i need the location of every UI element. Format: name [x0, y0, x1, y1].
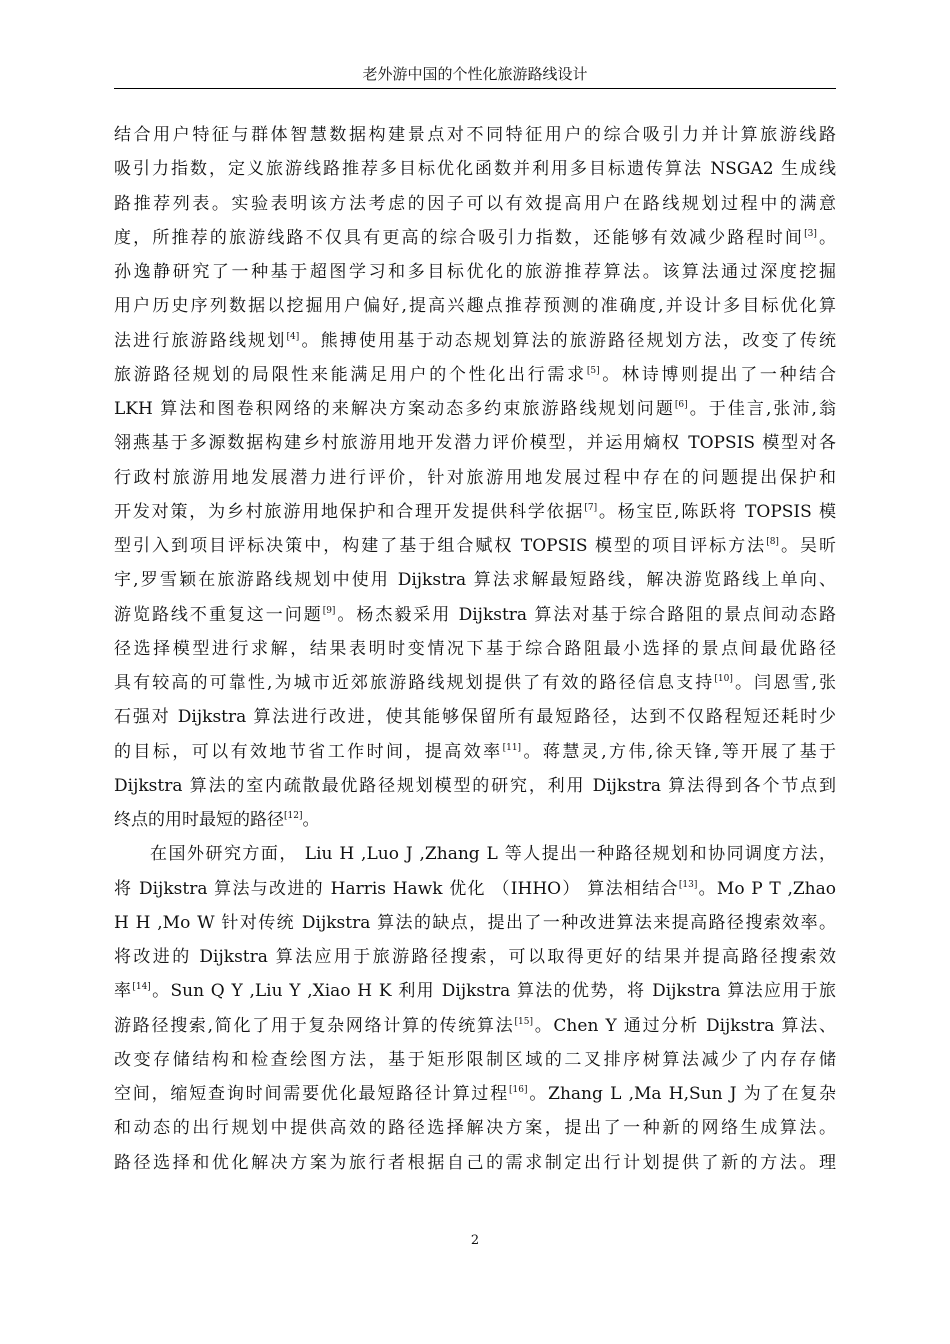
- text-line: [114, 529, 836, 563]
- citation-superscript: [13]: [678, 879, 698, 890]
- citation-superscript: [9]: [322, 605, 336, 616]
- text-segment: 径选择模型进行求解，结果表明时变情况下基于综合路阻最小选择的景点间最优路径: [114, 638, 836, 659]
- citation-superscript: [14]: [132, 982, 151, 993]
- text-segment: 终点的用时最短的路径: [114, 810, 284, 830]
- text-line: [114, 426, 836, 460]
- text-segment: 。Zhang L ,Ma H,Sun J 为了在复杂: [527, 1084, 836, 1104]
- text-line: [114, 700, 836, 734]
- text-line: [114, 221, 836, 255]
- text-segment: 。林诗博则提出了一种结合: [599, 364, 836, 385]
- text-line: [114, 735, 836, 769]
- text-line: [114, 598, 836, 632]
- text-segment: 将改进的 Dijkstra 算法应用于旅游路径搜索，可以取得更好的结果并提高路径搜索效: [114, 947, 836, 967]
- text-line: [114, 255, 836, 289]
- text-segment: H H ,Mo W 针对传统 Dijkstra 算法的缺点，提出了一种改进算法来提高路径搜索效率。: [114, 912, 836, 933]
- text-line: [114, 1111, 836, 1145]
- text-segment: 旅游路径规划的局限性来能满足用户的个性化出行需求: [114, 364, 587, 385]
- text-segment: 空间，缩短查询时间需要优化最短路径计算过程: [114, 1084, 510, 1104]
- text-line: [114, 392, 836, 426]
- text-line: [114, 324, 836, 358]
- text-segment: 率: [114, 981, 133, 1002]
- text-segment: 。杨宝臣,陈跃将 TOPSIS 模: [597, 501, 836, 522]
- text-line: [114, 837, 836, 871]
- text-line: [114, 152, 836, 186]
- text-segment: 。杨杰毅采用 Dijkstra 算法对基于综合路阻的景点间动态路: [335, 604, 836, 625]
- text-segment: 。熊搏使用基于动态规划算法的旅游路径规划方法，改变了传统: [299, 330, 836, 351]
- text-segment: 。Chen Y 通过分析 Dijkstra 算法、: [532, 1015, 836, 1036]
- text-line: [114, 872, 836, 906]
- text-segment: 。闫恩雪,张: [732, 673, 836, 693]
- text-line: [114, 940, 836, 974]
- citation-superscript: [7]: [584, 502, 598, 513]
- text-line: [114, 187, 836, 221]
- citation-superscript: [12]: [284, 811, 303, 821]
- text-line: [114, 1146, 836, 1180]
- page-header-title: 老外游中国的个性化旅游路线设计: [362, 65, 588, 83]
- text-line: [114, 632, 836, 666]
- text-segment: 用户历史序列数据以挖掘用户偏好,提高兴趣点推荐预测的准确度,并设计多目标优化算: [114, 296, 836, 317]
- text-segment: 改变存储结构和检查绘图方法，基于矩形限制区域的二叉排序树算法减少了内存存储: [114, 1049, 836, 1070]
- text-segment: 游路径搜索,简化了用于复杂网络计算的传统算法: [114, 1015, 515, 1036]
- text-segment: 型引入到项目评标决策中，构建了基于组合赋权 TOPSIS 模型的项目评标方法: [114, 536, 767, 556]
- text-segment: 法进行旅游路线规划: [114, 330, 287, 351]
- text-line: [114, 906, 836, 940]
- text-line: [114, 803, 836, 837]
- citation-superscript: [5]: [586, 365, 600, 376]
- text-line: [114, 666, 836, 700]
- text-segment: 。: [302, 810, 320, 830]
- text-line: [114, 563, 836, 597]
- text-segment: 宇,罗雪颖在旅游路线规划中使用 Dijkstra 算法求解最短路线，解决游览路线上单向、: [114, 570, 836, 591]
- citation-superscript: [16]: [509, 1085, 528, 1095]
- citation-superscript: [4]: [286, 331, 300, 342]
- text-segment: 孙逸静研究了一种基于超图学习和多目标优化的旅游推荐算法。该算法通过深度挖掘: [114, 262, 836, 282]
- text-line: [114, 358, 836, 392]
- body-text: [114, 118, 836, 1180]
- text-line: [114, 289, 836, 323]
- text-segment: 和动态的出行规划中提供高效的路径选择解决方案，提出了一种新的网络生成算法。: [114, 1118, 836, 1139]
- text-line: [114, 974, 836, 1008]
- text-segment: 。Sun Q Y ,Liu Y ,Xiao H K 利用 Dijkstra 算法的优势，将 Dijkstra 算法应用于旅: [150, 981, 836, 1002]
- text-segment: 路推荐列表。实验表明该方法考虑的因子可以有效提高用户在路线规划过程中的满意: [114, 193, 836, 214]
- header-rule: [114, 88, 836, 89]
- text-segment: 路径选择和优化解决方案为旅行者根据自己的需求制定出行计划提供了新的方法。理: [114, 1152, 836, 1173]
- text-segment: 行政村旅游用地发展潜力进行评价，针对旅游用地发展过程中存在的问题提出保护和: [114, 467, 836, 488]
- text-line: [114, 769, 836, 803]
- text-line: [114, 495, 836, 529]
- text-line: [114, 1009, 836, 1043]
- citation-superscript: [10]: [714, 674, 733, 684]
- text-line: [114, 1077, 836, 1111]
- text-line: [114, 1043, 836, 1077]
- text-segment: 游览路线不重复这一问题: [114, 604, 323, 625]
- citation-superscript: [6]: [674, 400, 688, 410]
- text-segment: LKH 算法和图卷积网络的来解决方案动态多约束旅游路线规划问题: [114, 399, 675, 419]
- text-segment: 在国外研究方面， Liu H ,Luo J ,Zhang L 等人提出一种路径规划和协同调度方法，: [150, 844, 836, 865]
- text-segment: 。Mo P T ,Zhao: [697, 878, 836, 899]
- text-segment: 。: [816, 227, 836, 248]
- text-segment: 开发对策，为乡村旅游用地保护和合理开发提供科学依据: [114, 501, 585, 522]
- citation-superscript: [3]: [804, 228, 817, 239]
- text-segment: 石强对 Dijkstra 算法进行改进，使其能够保留所有最短路径，达到不仅路程短还耗时少: [114, 707, 836, 728]
- text-segment: 的目标，可以有效地节省工作时间，提高效率: [114, 741, 503, 762]
- text-segment: 。吴昕: [778, 536, 836, 556]
- text-line: [114, 118, 836, 152]
- text-segment: 翎燕基于多源数据构建乡村旅游用地开发潜力评价模型，并运用熵权 TOPSIS 模型对各: [114, 433, 836, 454]
- citation-superscript: [15]: [514, 1016, 533, 1027]
- text-segment: 。于佳言,张沛,翁: [687, 399, 836, 419]
- text-segment: 吸引力指数，定义旅游线路推荐多目标优化函数并利用多目标遗传算法 NSGA2 生成线: [114, 159, 836, 180]
- text-segment: 结合用户特征与群体智慧数据构建景点对不同特征用户的综合吸引力并计算旅游线路: [114, 125, 836, 145]
- text-segment: Dijkstra 算法的室内疏散最优路径规划模型的研究，利用 Dijkstra 算法得到各个节点到: [114, 775, 836, 796]
- citation-superscript: [8]: [766, 537, 779, 547]
- text-segment: 。蒋慧灵,方伟,徐天锋,等开展了基于: [521, 741, 836, 762]
- text-segment: 具有较高的可靠性,为城市近郊旅游路线规划提供了有效的路径信息支持: [114, 673, 715, 693]
- page-number: 2: [470, 1233, 480, 1248]
- text-segment: 度，所推荐的旅游线路不仅具有更高的综合吸引力指数，还能够有效减少路程时间: [114, 227, 805, 248]
- text-segment: 将 Dijkstra 算法与改进的 Harris Hawk 优化 （IHHO） 算法相结合: [114, 878, 679, 899]
- text-line: [114, 461, 836, 495]
- citation-superscript: [11]: [502, 742, 522, 753]
